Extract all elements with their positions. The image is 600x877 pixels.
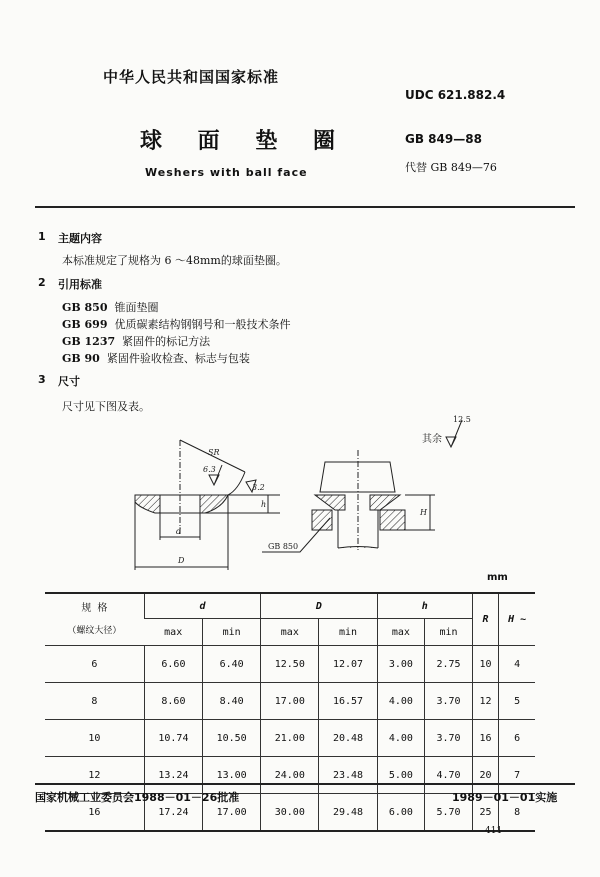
section-1-body: 本标准规定了规格为 6 ～48mm的球面垫圈。: [62, 254, 287, 267]
table-cell: 6.60: [144, 646, 202, 683]
ref-item: GB 90 紧固件验收检查、标志与包装: [62, 352, 250, 365]
section-3-title: 尺寸: [58, 375, 80, 388]
table-cell: 2.75: [425, 646, 473, 683]
rest-roughness: 12.5: [453, 415, 471, 424]
table-cell: 4.70: [425, 757, 473, 794]
table-cell: 4.00: [377, 720, 425, 757]
table-cell: 17.00: [261, 683, 319, 720]
section-2-title: 引用标准: [58, 278, 102, 291]
sr-label: SR: [208, 448, 220, 457]
ref-item: GB 850 锥面垫圈: [62, 301, 159, 314]
h-label: h: [261, 500, 267, 509]
dimension-table: 规 格 （螺纹大径） d D h R H ~ max min max min max min 6 6.60 6.40 12.50 12.07 3.00 2.75 10 4 8 8.60 8.40 17.00 16.57 4.00 3.70 12 5 10 10.74 10.50 21.00 20.48 4.00 3.70 16 6 12 13.24 13.00 24.00 23.48 5.00 4.70 20 7 16 17.24 17.00 30.00 29.48 6.00 5.70 25 8: [45, 592, 535, 832]
roughness-6-3: 6.3: [203, 465, 216, 474]
section-1-number: 1: [38, 230, 46, 243]
table-cell: 23.48: [319, 757, 377, 794]
table-row: [45, 646, 535, 683]
table-cell: 5.00: [377, 757, 425, 794]
issuing-org: 中华人民共和国国家标准: [103, 68, 280, 86]
table-cell: 4.00: [377, 683, 425, 720]
table-cell: 8.40: [203, 683, 261, 720]
replaces-standard: 代替 GB 849—76: [405, 161, 497, 174]
table-cell: 16.57: [319, 683, 377, 720]
table-cell: 17.00: [203, 794, 261, 832]
roughness-3-2: 3.2: [252, 483, 265, 492]
page-number: 411: [485, 826, 503, 836]
washer-drawing: [0, 410, 600, 580]
header-rule: [35, 206, 575, 208]
table-cell: 8: [499, 794, 535, 832]
section-2-number: 2: [38, 276, 46, 289]
table-cell: 10: [45, 720, 144, 757]
gb850-callout: GB 850: [268, 542, 299, 551]
table-cell: 3.70: [425, 683, 473, 720]
unit-label: mm: [487, 572, 508, 583]
table-row: [45, 683, 535, 720]
d-label: d: [176, 527, 182, 536]
table-cell: 12.07: [319, 646, 377, 683]
table-cell: 6.00: [377, 794, 425, 832]
ref-item: GB 1237 紧固件的标记方法: [62, 335, 211, 348]
table-cell: 13.24: [144, 757, 202, 794]
table-cell: 21.00: [261, 720, 319, 757]
D-label: D: [178, 556, 185, 565]
table-cell: 12.50: [261, 646, 319, 683]
table-cell: 7: [499, 757, 535, 794]
table-cell: 6.40: [203, 646, 261, 683]
table-cell: 30.00: [261, 794, 319, 832]
title-en: Weshers with ball face: [145, 166, 308, 179]
table-cell: 8.60: [144, 683, 202, 720]
table-cell: 6: [45, 646, 144, 683]
table-cell: 24.00: [261, 757, 319, 794]
table-cell: 3.00: [377, 646, 425, 683]
approval-date: 国家机械工业委员会1988－01－26批准: [35, 791, 240, 804]
section-3-number: 3: [38, 373, 46, 386]
standard-number: GB 849—88: [405, 132, 482, 146]
table-cell: 12: [472, 683, 498, 720]
table-cell: 6: [499, 720, 535, 757]
table-cell: 5.70: [425, 794, 473, 832]
ref-item: GB 699 优质碳素结构钢钢号和一般技术条件: [62, 318, 291, 331]
table-cell: 16: [45, 794, 144, 832]
table-cell: 13.00: [203, 757, 261, 794]
rest-label: 其余: [422, 434, 442, 445]
table-row: [45, 757, 535, 794]
effective-date: 1989－01－01实施: [452, 791, 558, 804]
table-cell: 20.48: [319, 720, 377, 757]
table-cell: 3.70: [425, 720, 473, 757]
table-row: [45, 720, 535, 757]
title-cn: 球 面 垫 圈: [140, 129, 349, 154]
table-cell: 17.24: [144, 794, 202, 832]
udc-code: UDC 621.882.4: [405, 88, 506, 102]
section-3-body: 尺寸见下图及表。: [62, 400, 150, 413]
table-cell: 8: [45, 683, 144, 720]
table-cell: 10: [472, 646, 498, 683]
table-cell: 20: [472, 757, 498, 794]
table-cell: 4: [499, 646, 535, 683]
table-cell: 29.48: [319, 794, 377, 832]
table-cell: 10.74: [144, 720, 202, 757]
table-cell: 25: [472, 794, 498, 832]
section-1-title: 主题内容: [58, 232, 102, 245]
table-cell: 16: [472, 720, 498, 757]
table-cell: 12: [45, 757, 144, 794]
H-label: H: [420, 508, 427, 517]
table-cell: 10.50: [203, 720, 261, 757]
footer-rule: [35, 783, 575, 785]
table-cell: 5: [499, 683, 535, 720]
